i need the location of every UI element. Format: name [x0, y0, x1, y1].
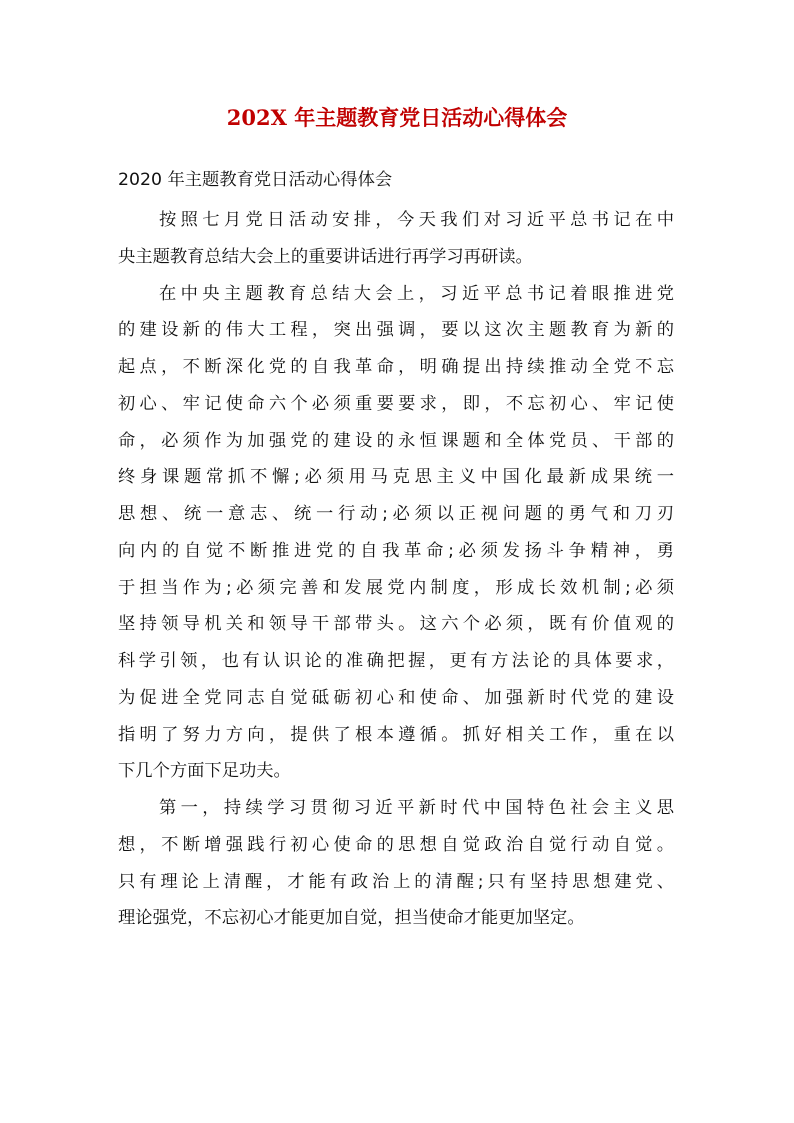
document-title: 202X 年主题教育党日活动心得体会: [226, 105, 568, 130]
text-line: 初心、牢记使命六个必须重要要求，即，不忘初心、牢记使: [118, 393, 674, 414]
text-line: 终身课题常抓不懈;必须用马克思主义中国化最新成果统一: [118, 467, 674, 488]
text-line: 科学引领，也有认识论的准确把握，更有方法论的具体要求，: [118, 651, 674, 671]
text-line: 理论强党，不忘初心才能更加自觉，担当使命才能更加坚定。: [118, 908, 585, 929]
text-line: 下几个方面下足功夫。: [118, 761, 291, 782]
text-line: 在中央主题教育总结大会上，习近平总书记着眼推进党: [159, 283, 674, 304]
text-line: 于担当作为;必须完善和发展党内制度，形成长效机制;必须: [118, 577, 674, 598]
text-line: 想，不断增强践行初心使命的思想自觉政治自觉行动自觉。: [118, 834, 674, 855]
paragraph-1: [118, 202, 674, 276]
text-line: 起点，不断深化党的自我革命，明确提出持续推动全党不忘: [118, 357, 674, 377]
text-line: 按照七月党日活动安排，今天我们对习近平总书记在中: [159, 210, 674, 230]
text-line: 向内的自觉不断推进党的自我革命;必须发扬斗争精神，勇: [118, 540, 674, 561]
text-line: 指明了努力方向，提供了根本遵循。抓好相关工作，重在以: [118, 724, 674, 745]
text-line: 央主题教育总结大会上的重要讲话进行再学习再研读。: [118, 246, 533, 267]
document-subtitle: 2020 年主题教育党日活动心得体会: [118, 170, 393, 190]
paragraph-2: [118, 276, 674, 791]
text-line: 思想、统一意志、统一行动;必须以正视问题的勇气和刀刃: [118, 504, 674, 524]
text-line: 为促进全党同志自觉砥砺初心和使命、加强新时代党的建设: [118, 687, 674, 708]
text-line: 坚持领导机关和领导干部带头。这六个必须，既有价值观的: [118, 614, 674, 635]
text-line: 命，必须作为加强党的建设的永恒课题和全体党员、干部的: [118, 430, 674, 451]
text-line: 的建设新的伟大工程，突出强调，要以这次主题教育为新的: [118, 320, 674, 341]
text-line: 第一，持续学习贯彻习近平新时代中国特色社会主义思: [159, 798, 674, 818]
paragraph-3: [118, 790, 674, 937]
document-body: [118, 202, 674, 937]
text-line: 只有理论上清醒，才能有政治上的清醒;只有坚持思想建党、: [118, 871, 674, 892]
